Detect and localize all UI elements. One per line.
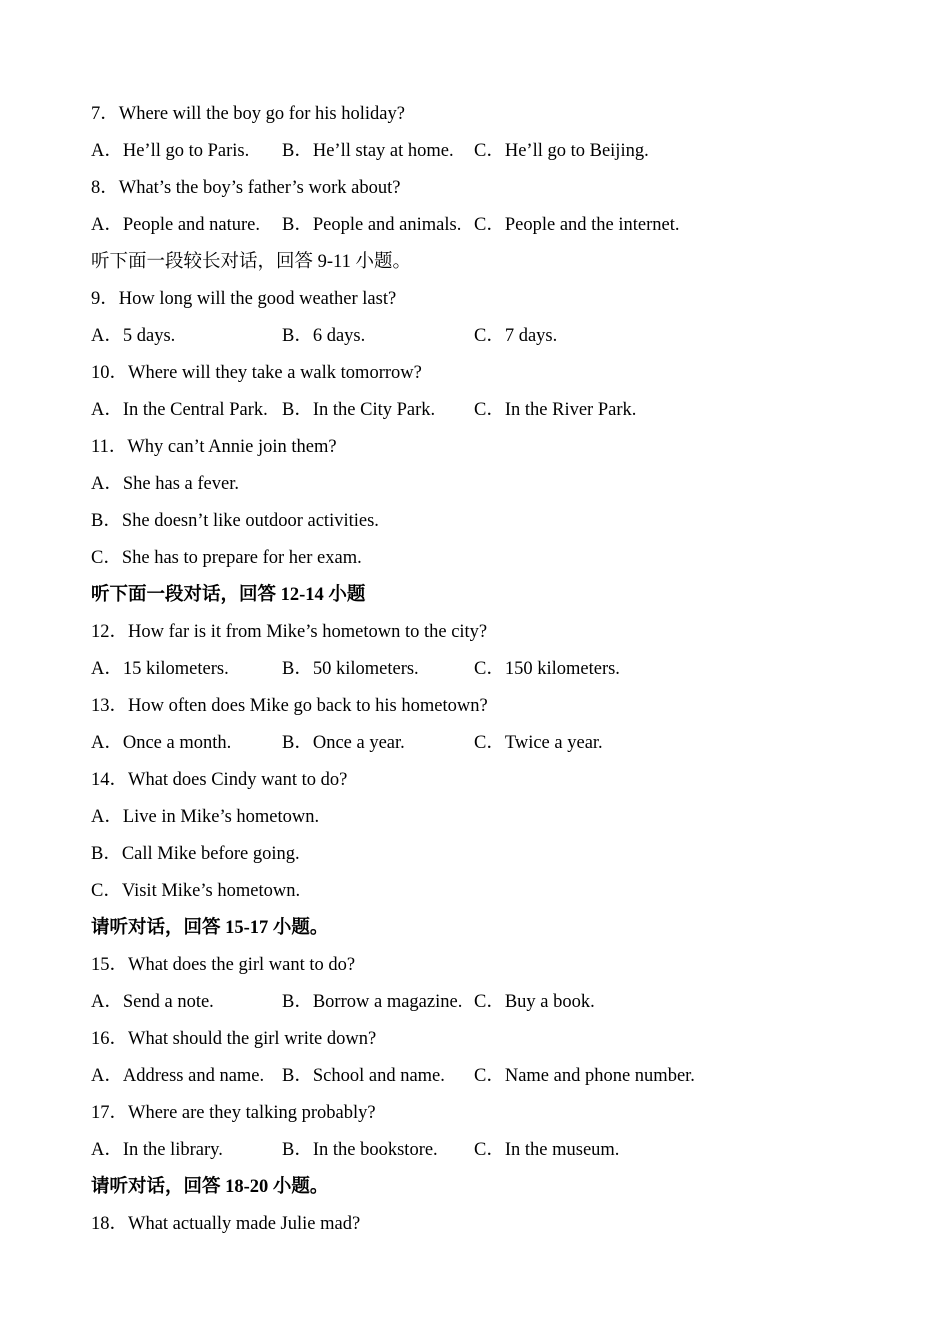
question-line: 14．What does Cindy want to do? xyxy=(91,770,348,790)
option-c: C．People and the internet. xyxy=(474,215,680,235)
answer-options xyxy=(91,1058,871,1095)
question-line: 7．Where will the boy go for his holiday? xyxy=(91,104,405,124)
section-heading: 听下面一段对话，回答 12-14 小题 xyxy=(91,585,366,605)
answer-options xyxy=(91,651,871,688)
option-a: A．5 days. xyxy=(91,326,176,346)
question-line: 9．How long will the good weather last? xyxy=(91,289,397,309)
exam-page xyxy=(91,96,871,1243)
question-line: 8．What’s the boy’s father’s work about? xyxy=(91,178,401,198)
option-a: A．Once a month. xyxy=(91,733,232,753)
option-b: B．People and animals. xyxy=(282,215,462,235)
question-line: 11．Why can’t Annie join them? xyxy=(91,437,337,457)
question-line: 13．How often does Mike go back to his hometown? xyxy=(91,696,488,716)
option-c: C．Buy a book. xyxy=(474,992,595,1012)
question-line: 听下面一段较长对话，回答 9-11 小题。 xyxy=(91,252,411,272)
option-a: A．People and nature. xyxy=(91,215,261,235)
option-c: C．Name and phone number. xyxy=(474,1066,695,1086)
option-a: A．15 kilometers. xyxy=(91,659,229,679)
section-heading: 请听对话，回答 18-20 小题。 xyxy=(91,1177,329,1197)
option-b: B．6 days. xyxy=(282,326,366,346)
answer-options xyxy=(91,1132,871,1169)
option-a: A．In the Central Park. xyxy=(91,400,268,420)
answer-options xyxy=(91,318,871,355)
question-line: 10．Where will they take a walk tomorrow? xyxy=(91,363,422,383)
option-c: C．In the museum. xyxy=(474,1140,620,1160)
question-line: A．Live in Mike’s hometown. xyxy=(91,807,320,827)
answer-options xyxy=(91,725,871,762)
answer-options xyxy=(91,207,871,244)
option-b: B．He’ll stay at home. xyxy=(282,141,454,161)
question-line: 15．What does the girl want to do? xyxy=(91,955,356,975)
option-b: B．Borrow a magazine. xyxy=(282,992,463,1012)
option-c: C．150 kilometers. xyxy=(474,659,620,679)
option-c: C．Twice a year. xyxy=(474,733,603,753)
option-a: A．In the library. xyxy=(91,1140,223,1160)
option-a: A．Send a note. xyxy=(91,992,214,1012)
option-b: B．In the City Park. xyxy=(282,400,436,420)
section-heading: 请听对话，回答 15-17 小题。 xyxy=(91,918,329,938)
option-b: B．School and name. xyxy=(282,1066,445,1086)
option-c: C．He’ll go to Beijing. xyxy=(474,141,649,161)
question-line: 16．What should the girl write down? xyxy=(91,1029,377,1049)
option-b: B．50 kilometers. xyxy=(282,659,419,679)
question-line: 18．What actually made Julie mad? xyxy=(91,1214,361,1234)
question-line: C．She has to prepare for her exam. xyxy=(91,548,362,568)
answer-options xyxy=(91,392,871,429)
option-a: A．He’ll go to Paris. xyxy=(91,141,250,161)
answer-options xyxy=(91,133,871,170)
option-c: C．7 days. xyxy=(474,326,558,346)
option-b: B．Once a year. xyxy=(282,733,405,753)
question-line: B．She doesn’t like outdoor activities. xyxy=(91,511,379,531)
option-a: A．Address and name. xyxy=(91,1066,265,1086)
answer-options xyxy=(91,984,871,1021)
question-line: C．Visit Mike’s hometown. xyxy=(91,881,301,901)
question-line: 12．How far is it from Mike’s hometown to the city? xyxy=(91,622,488,642)
question-line: A．She has a fever. xyxy=(91,474,239,494)
option-c: C．In the River Park. xyxy=(474,400,637,420)
question-line: B．Call Mike before going. xyxy=(91,844,300,864)
question-line: 17．Where are they talking probably? xyxy=(91,1103,376,1123)
option-b: B．In the bookstore. xyxy=(282,1140,438,1160)
